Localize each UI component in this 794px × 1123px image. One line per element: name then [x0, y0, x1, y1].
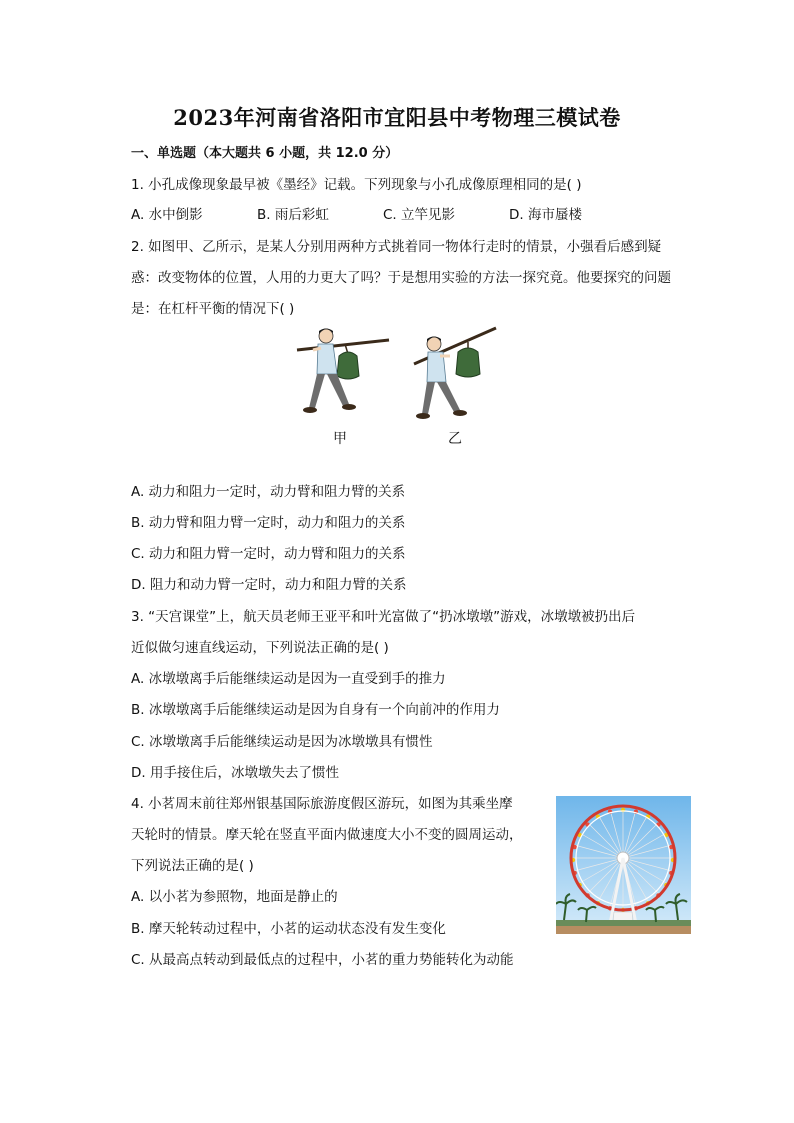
figure-jia-carrying-pole: [293, 322, 393, 422]
q1-option-d[interactable]: D. 海市蜃楼: [509, 207, 582, 223]
q2-option-c[interactable]: C. 动力和阻力臂一定时，动力臂和阻力的关系: [131, 546, 406, 562]
question-4-stem-line-3: 下列说法正确的是( ): [131, 858, 254, 874]
question-4-stem-line-1: 4. 小茗周末前往郑州银基国际旅游度假区游玩，如图为其乘坐摩: [131, 796, 513, 812]
q3-option-c[interactable]: C. 冰墩墩离手后能继续运动是因为冰墩墩具有惯性: [131, 734, 433, 750]
question-2-stem-line-1: 2. 如图甲、乙所示，是某人分别用两种方式挑着同一物体行走时的情景，小强看后感到疑: [131, 239, 662, 255]
figure-yi-carrying-pole: [410, 322, 510, 422]
section-heading: 一、单选题（本大题共 6 小题，共 12.0 分）: [131, 146, 399, 161]
question-3-stem-line-1: 3. “天宫课堂”上，航天员老师王亚平和叶光富做了“扔冰墩墩”游戏，冰墩墩被扔出后: [131, 609, 636, 625]
question-2-stem-line-2: 惑：改变物体的位置，人用的力更大了吗？于是想用实验的方法一探究竟。他要探究的问题: [131, 270, 671, 286]
q3-option-d[interactable]: D. 用手接住后，冰墩墩失去了惯性: [131, 765, 339, 781]
q3-option-b[interactable]: B. 冰墩墩离手后能继续运动是因为自身有一个向前冲的作用力: [131, 702, 500, 718]
q4-option-b[interactable]: B. 摩天轮转动过程中，小茗的运动状态没有发生变化: [131, 921, 446, 937]
q3-option-a[interactable]: A. 冰墩墩离手后能继续运动是因为一直受到手的推力: [131, 671, 446, 687]
question-1-options: [131, 205, 582, 225]
page-title: 2023年河南省洛阳市宜阳县中考物理三模试卷: [173, 105, 621, 130]
question-3-stem-line-2: 近似做匀速直线运动，下列说法正确的是( ): [131, 640, 389, 656]
question-4-stem-line-2: 天轮时的情景。摩天轮在竖直平面内做速度大小不变的圆周运动，: [131, 827, 523, 843]
figure-caption-yi: 乙: [448, 431, 462, 447]
q2-option-d[interactable]: D. 阻力和动力臂一定时，动力和阻力臂的关系: [131, 577, 407, 593]
q1-option-b[interactable]: B. 雨后彩虹: [257, 207, 329, 223]
figure-caption-jia: 甲: [333, 431, 347, 447]
q4-option-a[interactable]: A. 以小茗为参照物，地面是静止的: [131, 889, 338, 905]
ferris-wheel-photo: [556, 796, 691, 934]
q4-option-c[interactable]: C. 从最高点转动到最低点的过程中，小茗的重力势能转化为动能: [131, 952, 514, 968]
question-2-stem-line-3: 是：在杠杆平衡的情况下( ): [131, 301, 295, 317]
q1-option-c[interactable]: C. 立竿见影: [383, 207, 456, 223]
q2-option-b[interactable]: B. 动力臂和阻力臂一定时，动力和阻力的关系: [131, 515, 406, 531]
q2-option-a[interactable]: A. 动力和阻力一定时，动力臂和阻力臂的关系: [131, 484, 406, 500]
q1-option-a[interactable]: A. 水中倒影: [131, 207, 203, 223]
question-1-stem: 1. 小孔成像现象最早被《墨经》记载。下列现象与小孔成像原理相同的是( ): [131, 177, 582, 193]
